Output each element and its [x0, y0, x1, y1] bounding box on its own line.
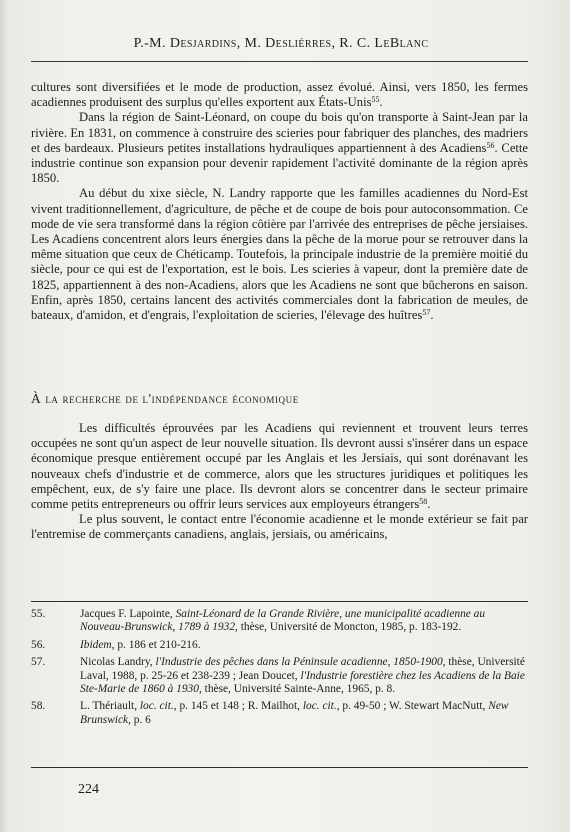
- footnote-ref-58: 58: [419, 497, 428, 507]
- paragraph-5: Le plus souvent, le contact entre l'économie acadienne et le monde extérieur se fait par l'entremise de commerçants canadiens, anglais, jersiais, ou américains,: [31, 512, 528, 542]
- running-head: P.-M. Desjardins, M. Desliérres, R. C. LeBlanc: [133, 36, 429, 51]
- footnote-ref-55: 55: [371, 95, 380, 105]
- footnote-ref-57: 57: [422, 308, 431, 318]
- footnote-55: 55. Jacques F. Lapointe, Saint-Léonard de la Grande Rivière, une municipalité acadienne au Nouveau-Brunswick, 1789 à 1932, thèse, Université de Moncton, 1985, p. 183-192.: [31, 608, 486, 634]
- footnote-ref-56: 56: [486, 140, 495, 150]
- body-text-top: [31, 80, 528, 323]
- page-number: 224: [78, 782, 99, 797]
- page-gutter-shadow: [0, 0, 8, 832]
- paragraph-2: Dans la région de Saint-Léonard, on coupe du bois qu'on transporte à Saint-Jean par la rivière. En 1831, on commence à construire des scieries pour fabriquer des planches, des madriers et des bardeaux. Plusieurs petites installations hydrauliques appartiennent à des Acadiens$^{56}$. Cette industrie continue son expansion pour devenir rapidement l'activité dominante de la région après 1850.: [31, 110, 529, 186]
- section-heading: À la recherche de l'indépendance économique: [31, 391, 299, 406]
- footnote-56: 56. Ibidem, p. 186 et 210-216.: [31, 638, 201, 651]
- footnote-57: 57. Nicolas Landry, l'Industrie des pêches dans la Péninsule acadienne, 1850-1900, thèse, Université Laval, 1988, p. 25-26 et 238-239 ; Jean Doucet, l'Industrie forestière chez les Acadiens de la Baie Ste-Marie de 1860 à 1930, thèse, Université Sainte-Anne, 1965, p. 8.: [31, 656, 525, 696]
- header-rule: [31, 61, 528, 62]
- paragraph-1: cultures sont diversifiées et le mode de production, assez évolué. Ainsi, vers 1850, les fermes acadiennes produisent des surplus qu'elles exportent aux États-Unis$^{55}$.: [31, 80, 528, 110]
- paragraph-4: Les difficultés éprouvées par les Acadiens qui reviennent et trouvent leurs terres occupées ne sont qu'un aspect de leur nouvelle situation. Ils devront aussi s'insérer dans un espace économique presque entièrement occupé par les Anglais et les Jersiais, qui sont dorénavant les nouveaux chefs d'industrie et de commerce, alors que les structures juridiques et politiques les empêchent, eux, de s'y faire une place. Ils devront alors se concentrer dans le secteur primaire comme petits entrepreneurs ou offrir leurs services aux employeurs étrangers$^{58}$.: [31, 421, 528, 512]
- footer-rule: [31, 767, 528, 768]
- body-text-bottom: [31, 421, 528, 543]
- footnote-rule: [31, 601, 528, 602]
- footnote-58: 58. L. Thériault, loc. cit., p. 145 et 148 ; R. Mailhot, loc. cit., p. 49-50 ; W. Stewart MacNutt, New Brunswick, p. 6: [31, 700, 509, 726]
- paragraph-3: Au début du xixe siècle, N. Landry rapporte que les familles acadiennes du Nord-Est vivent traditionnellement, d'agriculture, de pêche et de coupe de bois pour autoconsommation. Ce mode de vie sera transformé dans la région côtière par l'arrivée des entreprises de pêche jersiaises. Les Acadiens concentrent alors leurs énergies dans la pêche de la morue pour se retrouver dans la même situation que ceux de Chéticamp. Toutefois, la principale industrie de la première moitié du siècle, pour ce qui est de l'exportation, est le bois. Les scieries à vapeur, dont la première date de 1825, appartiennent à des non-Acadiens, alors que les Acadiens ne sont que bûcherons en saison. Enfin, après 1850, certains lancent des activités commerciales dont la fabrication de meules, de bateaux, d'amidon, et d'engrais, l'exploitation de scieries, l'élevage des huîtres$^{57}$.: [31, 186, 528, 323]
- footnotes: [31, 608, 528, 731]
